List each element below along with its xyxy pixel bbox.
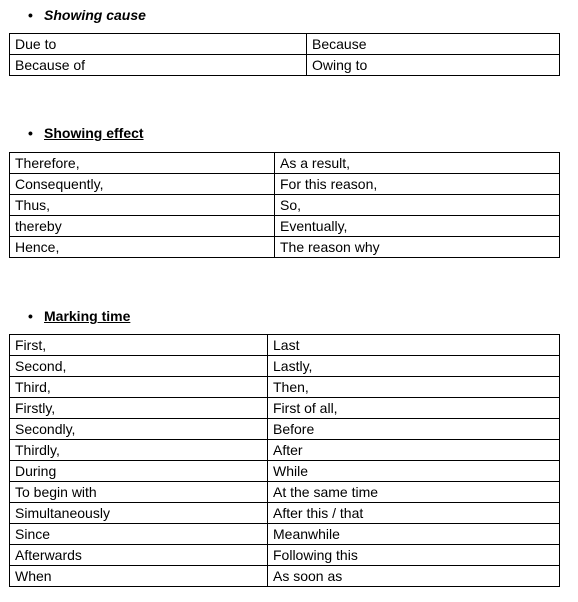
table-row [10, 461, 560, 482]
table-row [10, 195, 560, 216]
table-cell: Because of [10, 55, 307, 76]
bullet-icon: • [28, 308, 33, 324]
table-row [10, 566, 560, 587]
table-marking-time [9, 334, 560, 587]
table-cell: Following this [268, 545, 560, 566]
table-cell: As a result, [275, 153, 560, 174]
table-cell: For this reason, [275, 174, 560, 195]
heading-showing-effect [28, 125, 144, 141]
table-row [10, 524, 560, 545]
table-row [10, 34, 560, 55]
table-cell: Third, [10, 377, 268, 398]
table-row [10, 216, 560, 237]
table-cell: Since [10, 524, 268, 545]
heading-marking-time [28, 308, 130, 324]
table-cell: Then, [268, 377, 560, 398]
table-row [10, 55, 560, 76]
table-row [10, 377, 560, 398]
table-cell: Simultaneously [10, 503, 268, 524]
section-title: Showing cause [44, 7, 146, 23]
table-cell: Last [268, 335, 560, 356]
table-cell: Afterwards [10, 545, 268, 566]
section-title: Showing effect [44, 125, 144, 141]
table-row [10, 398, 560, 419]
section-title: Marking time [44, 308, 131, 324]
table-cell: Owing to [307, 55, 560, 76]
bullet-icon: • [28, 125, 33, 141]
table-cell: Firstly, [10, 398, 268, 419]
table-cell: The reason why [275, 237, 560, 258]
table-cell: During [10, 461, 268, 482]
table-row [10, 153, 560, 174]
table-cell: To begin with [10, 482, 268, 503]
table-row [10, 174, 560, 195]
table-cell: As soon as [268, 566, 560, 587]
table-cell: Consequently, [10, 174, 275, 195]
table-showing-cause [9, 33, 560, 76]
heading-showing-cause [28, 7, 146, 23]
table-showing-effect [9, 152, 560, 258]
table-row [10, 545, 560, 566]
table-row [10, 482, 560, 503]
table-row [10, 419, 560, 440]
table-cell: thereby [10, 216, 275, 237]
bullet-icon: • [28, 7, 33, 23]
table-cell: When [10, 566, 268, 587]
table-cell: First, [10, 335, 268, 356]
table-cell: At the same time [268, 482, 560, 503]
table-cell: Because [307, 34, 560, 55]
table-cell: First of all, [268, 398, 560, 419]
table-cell: Therefore, [10, 153, 275, 174]
table-cell: Hence, [10, 237, 275, 258]
table-row [10, 335, 560, 356]
table-cell: Thus, [10, 195, 275, 216]
table-cell: Before [268, 419, 560, 440]
table-row [10, 440, 560, 461]
table-row [10, 356, 560, 377]
table-cell: Second, [10, 356, 268, 377]
table-cell: After [268, 440, 560, 461]
table-row [10, 237, 560, 258]
table-cell: Meanwhile [268, 524, 560, 545]
table-cell: Lastly, [268, 356, 560, 377]
table-row [10, 503, 560, 524]
table-cell: While [268, 461, 560, 482]
table-cell: Thirdly, [10, 440, 268, 461]
table-cell: Secondly, [10, 419, 268, 440]
table-cell: Due to [10, 34, 307, 55]
table-cell: So, [275, 195, 560, 216]
table-cell: After this / that [268, 503, 560, 524]
table-cell: Eventually, [275, 216, 560, 237]
